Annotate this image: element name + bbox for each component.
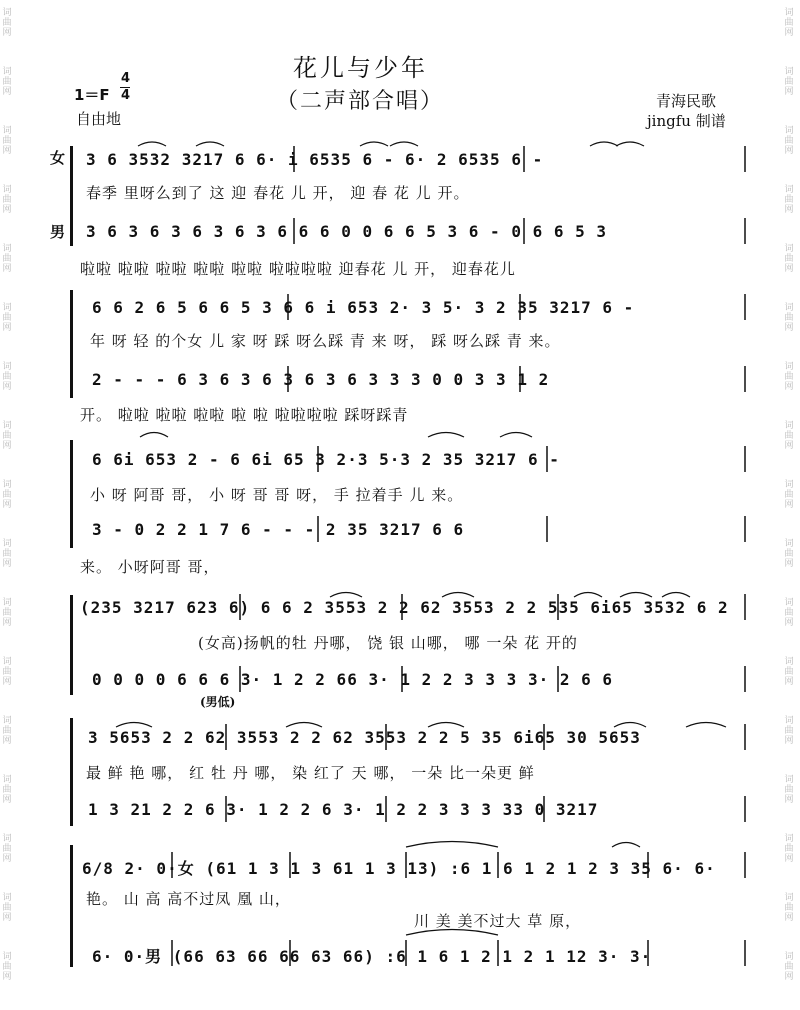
part-label-male: 男 [50,223,66,241]
watermark-char: 曲 [784,431,794,441]
watermark-char: 曲 [2,77,12,87]
watermark-char: 词 [784,775,794,785]
watermark-char: 词 [2,362,12,372]
system-2-male-notes: 2 - - - 6 3 6 3 6 3 6 3 6 3 3 3 0 0 3 3 1 2 [92,370,550,389]
watermark-char: 词 [2,598,12,608]
system-5-female-lyrics: 最 鲜 艳 哪， 红 牡 丹 哪， 染 红了 天 哪， 一朵 比一朵更 鲜 [86,764,535,782]
arranger-credit: jingfu 制谱 [647,112,726,130]
watermark-char: 网 [784,559,794,569]
barlines [172,146,745,966]
watermark-char: 词 [2,185,12,195]
watermark-char: 词 [2,126,12,136]
watermark-char: 曲 [784,667,794,677]
watermark-char: 词 [2,421,12,431]
system-1-male-notes: 3 6 3 6 3 6 3 6 3 6 6 6 0 0 6 6 5 3 6 - 0 6 6 5 3 [86,222,608,241]
watermark-char: 词 [784,893,794,903]
watermark-char: 网 [784,854,794,864]
system-2-female-lyrics: 年 呀 轻 的个女 儿 家 呀 踩 呀么踩 青 来 呀， 踩 呀么踩 青 来。 [90,332,561,350]
watermark-char: 词 [784,421,794,431]
watermark-char: 曲 [2,962,12,972]
watermark-char: 曲 [2,18,12,28]
system-4-female-lyrics: (女高)扬帆的牡 丹哪， 饶 银 山哪， 哪 一朵 花 开的 [198,634,578,652]
watermark-char: 曲 [784,18,794,28]
watermark-char: 曲 [2,313,12,323]
watermark-char: 曲 [2,195,12,205]
watermark-char: 网 [784,87,794,97]
watermark-char: 网 [784,323,794,333]
system-6-female-lyrics-2: 川 美 美不过大 草 原， [414,912,582,930]
slurs [116,142,726,935]
system-3-female-lyrics: 小 呀 阿哥 哥， 小 呀 哥 哥 呀， 手 拉着手 儿 来。 [90,486,464,504]
watermark-char: 词 [784,657,794,667]
watermark-char: 词 [784,834,794,844]
watermark-char: 网 [784,146,794,156]
watermark-char: 词 [784,598,794,608]
watermark-char: 曲 [2,667,12,677]
system-3-male-lyrics: 来。 小呀阿哥 哥， [80,558,220,576]
watermark-char: 网 [2,972,12,982]
system-5-female-notes: 3 5653 2 2 62 3553 2 2 62 3553 2 2 5 35 6i65 30 5653 [88,728,641,747]
watermark-char: 曲 [784,490,794,500]
watermark-char: 词 [784,67,794,77]
watermark-char: 曲 [784,903,794,913]
system-4-female-notes: (235 3217 623 6) 6 6 2 3553 2 2 62 3553 2 2 535 6i65 3532 6 2 [80,598,729,617]
system-4-male-notes: 0 0 0 0 6 6 6 3· 1 2 2 66 3· 1 2 2 3 3 3 3· 2 6 6 [92,670,614,689]
watermark-char: 网 [2,854,12,864]
time-signature-bottom: 4 [121,88,131,103]
watermark-char: 词 [2,775,12,785]
watermark-char: 曲 [2,844,12,854]
system-1-female-lyrics: 春季 里呀么到了 这 迎 春花 儿 开， 迎 春 花 儿 开。 [86,184,470,202]
system-1-female-notes: 3 6 3532 3217 6 6· i 6535 6 - 6· 2 6535 6 - [86,150,544,169]
watermark-char: 网 [2,618,12,628]
watermark-char: 网 [2,323,12,333]
watermark-char: 网 [784,618,794,628]
system-1-male-lyrics: 啦啦 啦啦 啦啦 啦啦 啦啦 啦啦啦啦 迎春花 儿 开， 迎春花儿 [80,260,516,278]
watermark-char: 曲 [2,372,12,382]
system-6-female-lyrics-1: 艳。 山 高 高不过凤 凰 山， [86,890,291,908]
system-3-male-notes: 3 - 0 2 2 1 7 6 - - - 2 35 3217 6 6 [92,520,465,539]
song-origin: 青海民歌 [656,92,717,110]
system-2-female-notes: 6 6 2 6 5 6 6 5 3 6 6 i 653 2· 3 5· 3 2 35 3217 6 - [92,298,635,317]
watermark-char: 词 [784,539,794,549]
watermark-char: 网 [784,795,794,805]
watermark-char: 网 [784,500,794,510]
watermark-char: 曲 [784,549,794,559]
watermark-char: 网 [2,87,12,97]
watermark-char: 词 [2,303,12,313]
watermark-char: 曲 [784,195,794,205]
key-signature: 1＝F [74,86,110,104]
watermark-char: 词 [784,126,794,136]
watermark-char: 词 [2,657,12,667]
watermark-char: 曲 [2,490,12,500]
system-6-female-notes: 6/8 2· 0·女 (61 1 3 1 3 61 1 3 13) :6 1 6 1 2 1 2 3 35 6· 6· [82,859,716,878]
part-label-female: 女 [50,149,66,167]
watermark-char: 曲 [784,726,794,736]
watermark-char: 网 [2,28,12,38]
watermark-char: 曲 [2,431,12,441]
watermark-char: 词 [2,244,12,254]
watermark-char: 词 [2,716,12,726]
watermark-char: 曲 [2,726,12,736]
watermark-char: 网 [784,205,794,215]
watermark-char: 曲 [2,136,12,146]
watermark-char: 词 [784,244,794,254]
system-6-male-notes: 6· 0·男 (66 63 66 66 63 66) :6 1 6 1 2 1 2 1 12 3· 3· [92,947,652,966]
watermark-char: 网 [784,677,794,687]
tempo-marking: 自由地 [76,110,122,128]
watermark-char: 网 [2,559,12,569]
watermark-char: 词 [784,303,794,313]
watermark-char: 网 [784,264,794,274]
watermark-char: 曲 [2,254,12,264]
watermark-char: 网 [2,441,12,451]
watermark-char: 网 [2,677,12,687]
watermark-char: 曲 [784,136,794,146]
watermark-char: 词 [2,8,12,18]
watermark-char: 网 [784,972,794,982]
system-2-male-lyrics: 开。 啦啦 啦啦 啦啦 啦 啦 啦啦啦啦 踩呀踩青 [80,406,409,424]
watermark-char: 网 [784,913,794,923]
system-4-male-tag: (男低) [200,695,236,709]
watermark-char: 词 [2,952,12,962]
watermark-char: 曲 [784,254,794,264]
watermark-char: 词 [784,480,794,490]
watermark-char: 词 [784,362,794,372]
song-title: 花儿与少年 [293,54,428,82]
watermark-char: 词 [2,480,12,490]
time-signature-top: 4 [121,71,131,86]
watermark-char: 曲 [784,372,794,382]
watermark-char: 词 [2,893,12,903]
watermark-char: 网 [2,264,12,274]
watermark-char: 曲 [2,608,12,618]
watermark-char: 网 [784,28,794,38]
watermark-char: 曲 [784,785,794,795]
watermark-char: 网 [2,382,12,392]
system-3-female-notes: 6 6i 653 2 - 6 6i 65 3 2·3 5·3 2 35 3217 6 - [92,450,560,469]
watermark-char: 网 [784,441,794,451]
watermark-char: 曲 [784,608,794,618]
watermark-char: 网 [2,795,12,805]
watermark-char: 网 [2,736,12,746]
watermark-char: 曲 [2,549,12,559]
watermark-char: 词 [2,539,12,549]
watermark-char: 词 [784,716,794,726]
watermark-char: 曲 [784,77,794,87]
watermark-char: 词 [784,952,794,962]
watermark-char: 词 [2,834,12,844]
watermark-char: 词 [2,67,12,77]
watermark-char: 曲 [784,844,794,854]
watermark-char: 曲 [784,962,794,972]
watermark-char: 词 [784,8,794,18]
watermark-char: 曲 [784,313,794,323]
song-subtitle: （二声部合唱） [276,89,445,114]
system-5-male-notes: 1 3 21 2 2 6 3· 1 2 2 6 3· 1 2 2 3 3 3 33 0 3217 [88,800,599,819]
watermark-char: 网 [2,205,12,215]
watermark-char: 网 [784,382,794,392]
watermark-char: 曲 [2,903,12,913]
watermark-char: 网 [2,500,12,510]
watermark-char: 词 [784,185,794,195]
watermark-char: 网 [2,146,12,156]
watermark-char: 曲 [2,785,12,795]
watermark-char: 网 [784,736,794,746]
watermark-char: 网 [2,913,12,923]
